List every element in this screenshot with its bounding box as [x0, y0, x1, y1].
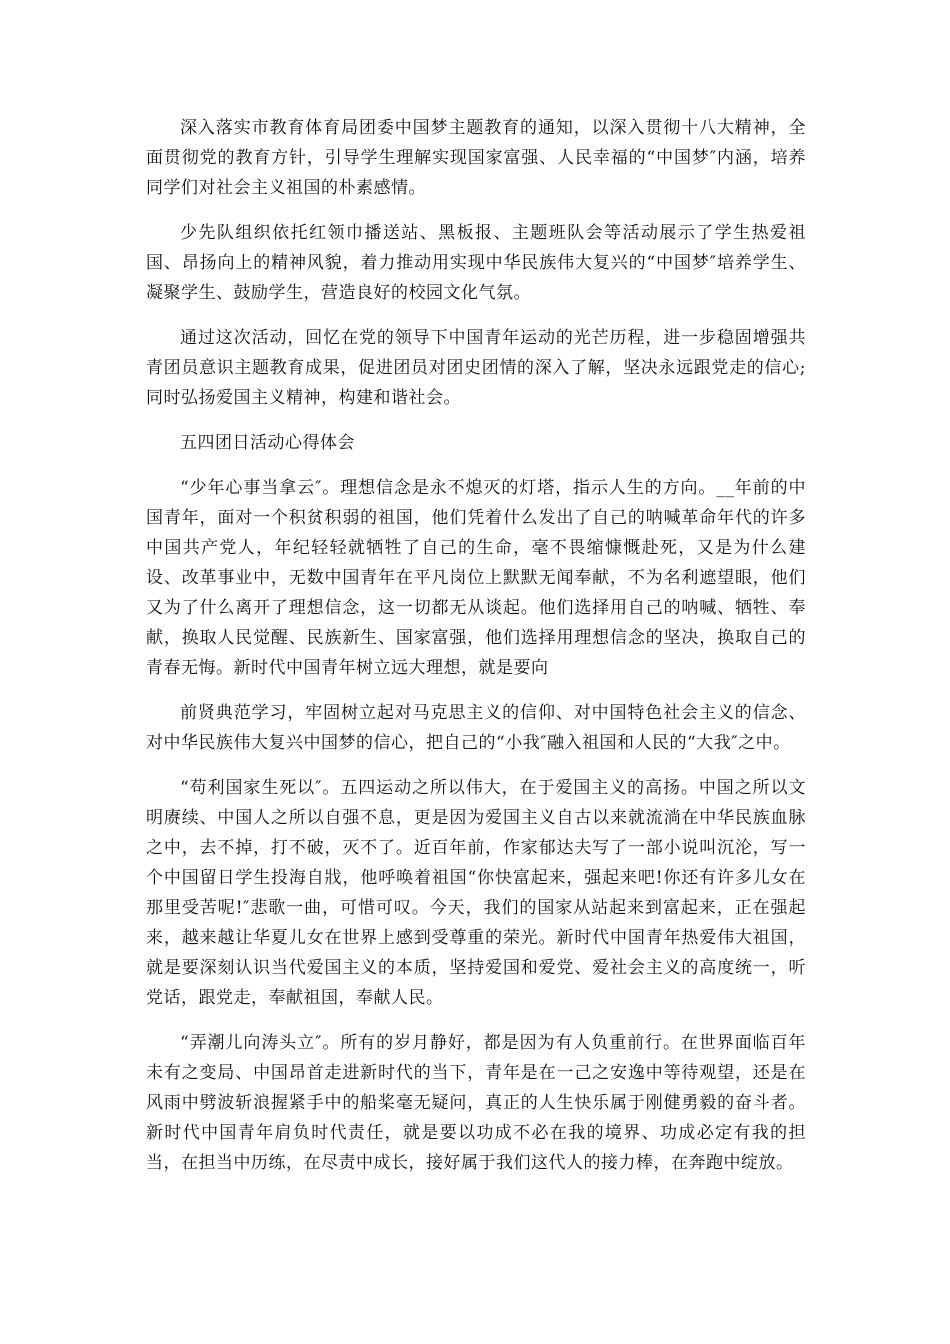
- paragraph-intro-3: 通过这次活动，回忆在党的领导下中国青年运动的光芒历程，进一步稳固增强共青团员意识主题教育成果，促进团员对团史团情的深入了解，坚决永远跟党走的信心;同时弘扬爱国主义精神，构建和谐社会。: [146, 328, 806, 408]
- document-body: [146, 113, 806, 1193]
- paragraph-intro-1: 深入落实市教育体育局团委中国梦主题教育的通知，以深入贯彻十八大精神，全面贯彻党的教育方针，引导学生理解实现国家富强、人民幸福的“中国梦″内涵，培养同学们对社会主义祖国的朴素感情。: [146, 118, 806, 198]
- section-heading: 五四团日活动心得体会: [180, 433, 355, 453]
- paragraph-body-2: 前贤典范学习，牢固树立起对马克思主义的信仰、对中国特色社会主义的信念、对中华民族伟大复兴中国梦的信心，把自己的“小我″融入祖国和人民的“大我″之中。: [146, 703, 806, 753]
- paragraph-body-3: “苟利国家生死以″。五四运动之所以伟大，在于爱国主义的高扬。中国之所以文明赓续、中国人之所以自强不息，更是因为爱国主义自古以来就流淌在中华民族血脉之中，去不掉，打不破，灭不了。近百年前，作家郁达夫写了一部小说叫沉沦，写一个中国留日学生投海自戕，他呼唤着祖国“你快富起来，强起来吧!你还有许多儿女在那里受苦呢!″悲歌一曲，可惜可叹。今天，我们的国家从站起来到富起来，正在强起来，越来越让华夏儿女在世界上感到受尊重的荣光。新时代中国青年热爱伟大祖国，就是要深刻认识当代爱国主义的本质，坚持爱国和爱党、爱社会主义的高度统一，听党话，跟党走，奉献祖国，奉献人民。: [146, 778, 806, 1008]
- paragraph-body-1: “少年心事当拿云″。理想信念是永不熄灭的灯塔，指示人生的方向。__年前的中国青年，面对一个积贫积弱的祖国，他们凭着什么发出了自己的呐喊革命年代的许多中国共产党人，年纪轻轻就牺牲了自己的生命，毫不畏缩慷慨赴死，又是为什么建设、改革事业中，无数中国青年在平凡岗位上默默无闻奉献，不为名利遮望眼，他们又为了什么离开了理想信念，这一切都无从谈起。他们选择用自己的呐喊、牺牲、奉献，换取人民觉醒、民族新生、国家富强，他们选择用理想信念的坚决，换取自己的青春无悔。新时代中国青年树立远大理想，就是要向: [146, 478, 806, 678]
- paragraph-body-4: “弄潮儿向涛头立″。所有的岁月静好，都是因为有人负重前行。在世界面临百年未有之变局、中国昂首走进新时代的当下，青年是在一己之安逸中等待观望，还是在风雨中劈波斩浪握紧手中的船桨毫无疑问，真正的人生快乐属于刚健勇毅的奋斗者。新时代中国青年肩负时代责任，就是要以功成不必在我的境界、功成必定有我的担当，在担当中历练，在尽责中成长，接好属于我们这代人的接力棒，在奔跑中绽放。: [146, 1033, 806, 1173]
- paragraph-intro-2: 少先队组织依托红领巾播送站、黑板报、主题班队会等活动展示了学生热爱祖国、昂扬向上的精神风貌，着力推动用实现中华民族伟大复兴的“中国梦″培养学生、凝聚学生、鼓励学生，营造良好的校园文化气氛。: [146, 223, 806, 303]
